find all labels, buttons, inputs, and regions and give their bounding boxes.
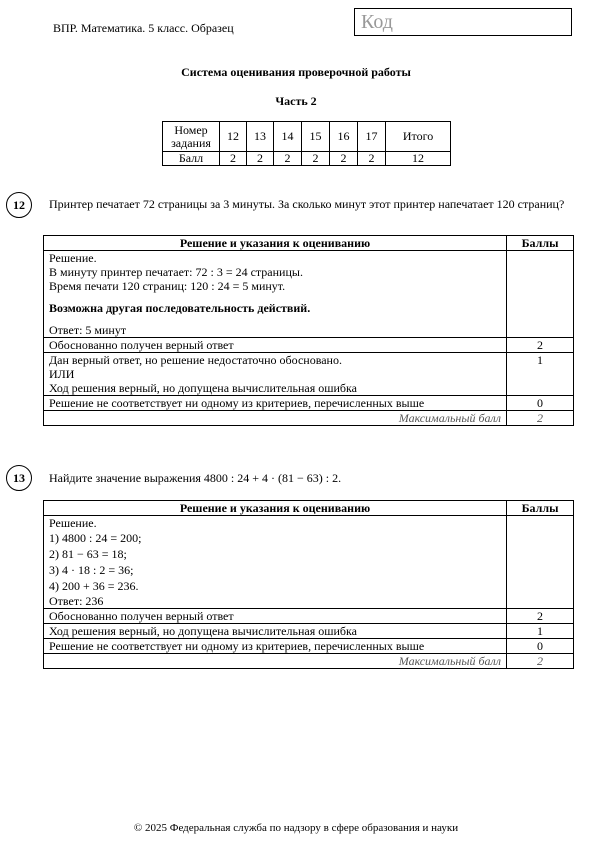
task-number: 12 — [220, 122, 247, 152]
question-number-12: 12 — [6, 192, 32, 218]
criterion-text: Обоснованно получен верный ответ — [44, 609, 507, 624]
max-score-value: 2 — [507, 411, 574, 426]
solution-line: 3) 4 · 18 : 2 = 36; — [49, 563, 134, 577]
section-title: Система оценивания проверочной работы — [181, 65, 411, 79]
solution-line: В минуту принтер печатает: 72 : 3 = 24 страницы. — [49, 265, 303, 279]
part-title: Часть 2 — [275, 94, 317, 108]
criterion-points: 0 — [507, 396, 574, 411]
solution-line: Время печати 120 страниц: 120 : 24 = 5 минут. — [49, 279, 286, 293]
task-points: 2 — [274, 152, 302, 166]
criterion-text: Решение не соответствует ни одному из критериев, перечисленных выше — [44, 639, 507, 654]
solution-answer: Ответ: 5 минут — [49, 323, 127, 337]
criterion-points: 2 — [507, 338, 574, 353]
solution-line: 2) 81 − 63 = 18; — [49, 547, 127, 561]
solution-note: Возможна другая последовательность действий. — [49, 301, 311, 315]
points-header: Баллы — [507, 236, 574, 251]
score-table — [162, 121, 451, 166]
task-points: 2 — [247, 152, 274, 166]
criterion-points: 2 — [507, 609, 574, 624]
document-header: ВПР. Математика. 5 класс. Образец — [53, 21, 234, 35]
solution-cell — [44, 516, 507, 609]
copyright-footer: © 2025 Федеральная служба по надзору в сфере образования и науки — [133, 822, 459, 834]
task-number: 15 — [302, 122, 330, 152]
max-score-label: Максимальный балл — [44, 411, 507, 426]
solution-answer: Ответ: 236 — [49, 594, 104, 608]
criterion-text: Дан верный ответ, но решение недостаточно обосновано. ИЛИ Ход решения верный, но допущена вычислительная ошибка — [44, 353, 507, 396]
task-number-label: Номер задания — [163, 122, 220, 152]
max-score-value: 2 — [507, 654, 574, 669]
criterion-text: Обоснованно получен верный ответ — [44, 338, 507, 353]
task-number: 14 — [274, 122, 302, 152]
points-header: Баллы — [507, 501, 574, 516]
criterion-points: 0 — [507, 639, 574, 654]
solution-line: 4) 200 + 36 = 236. — [49, 579, 139, 593]
task-number: 17 — [358, 122, 386, 152]
total-label: Итого — [386, 122, 451, 152]
task-points: 2 — [302, 152, 330, 166]
criterion-points: 1 — [507, 624, 574, 639]
criterion-text: Ход решения верный, но допущена вычислительная ошибка — [44, 624, 507, 639]
task-number: 13 — [247, 122, 274, 152]
criteria-table-12 — [43, 235, 574, 426]
solution-line: Решение. — [49, 251, 97, 265]
question-number-13: 13 — [6, 465, 32, 491]
points-label: Балл — [163, 152, 220, 166]
question-text-13: Найдите значение выражения 4800 : 24 + 4 · (81 − 63) : 2. — [49, 471, 342, 485]
task-number: 16 — [330, 122, 358, 152]
criteria-table-13 — [43, 500, 574, 669]
solution-line: 1) 4800 : 24 = 200; — [49, 531, 142, 545]
task-points: 2 — [358, 152, 386, 166]
task-points: 2 — [220, 152, 247, 166]
solution-header: Решение и указания к оцениванию — [44, 236, 507, 251]
total-points: 12 — [386, 152, 451, 166]
solution-line: Решение. — [49, 516, 97, 530]
solution-cell — [44, 251, 507, 338]
question-text-12: Принтер печатает 72 страницы за 3 минуты. За сколько минут этот принтер напечатает 120 страниц? — [49, 197, 565, 211]
criterion-text: Решение не соответствует ни одному из критериев, перечисленных выше — [44, 396, 507, 411]
criterion-points: 1 — [507, 353, 574, 396]
solution-header: Решение и указания к оцениванию — [44, 501, 507, 516]
max-score-label: Максимальный балл — [44, 654, 507, 669]
code-box: Код — [354, 8, 572, 36]
task-points: 2 — [330, 152, 358, 166]
